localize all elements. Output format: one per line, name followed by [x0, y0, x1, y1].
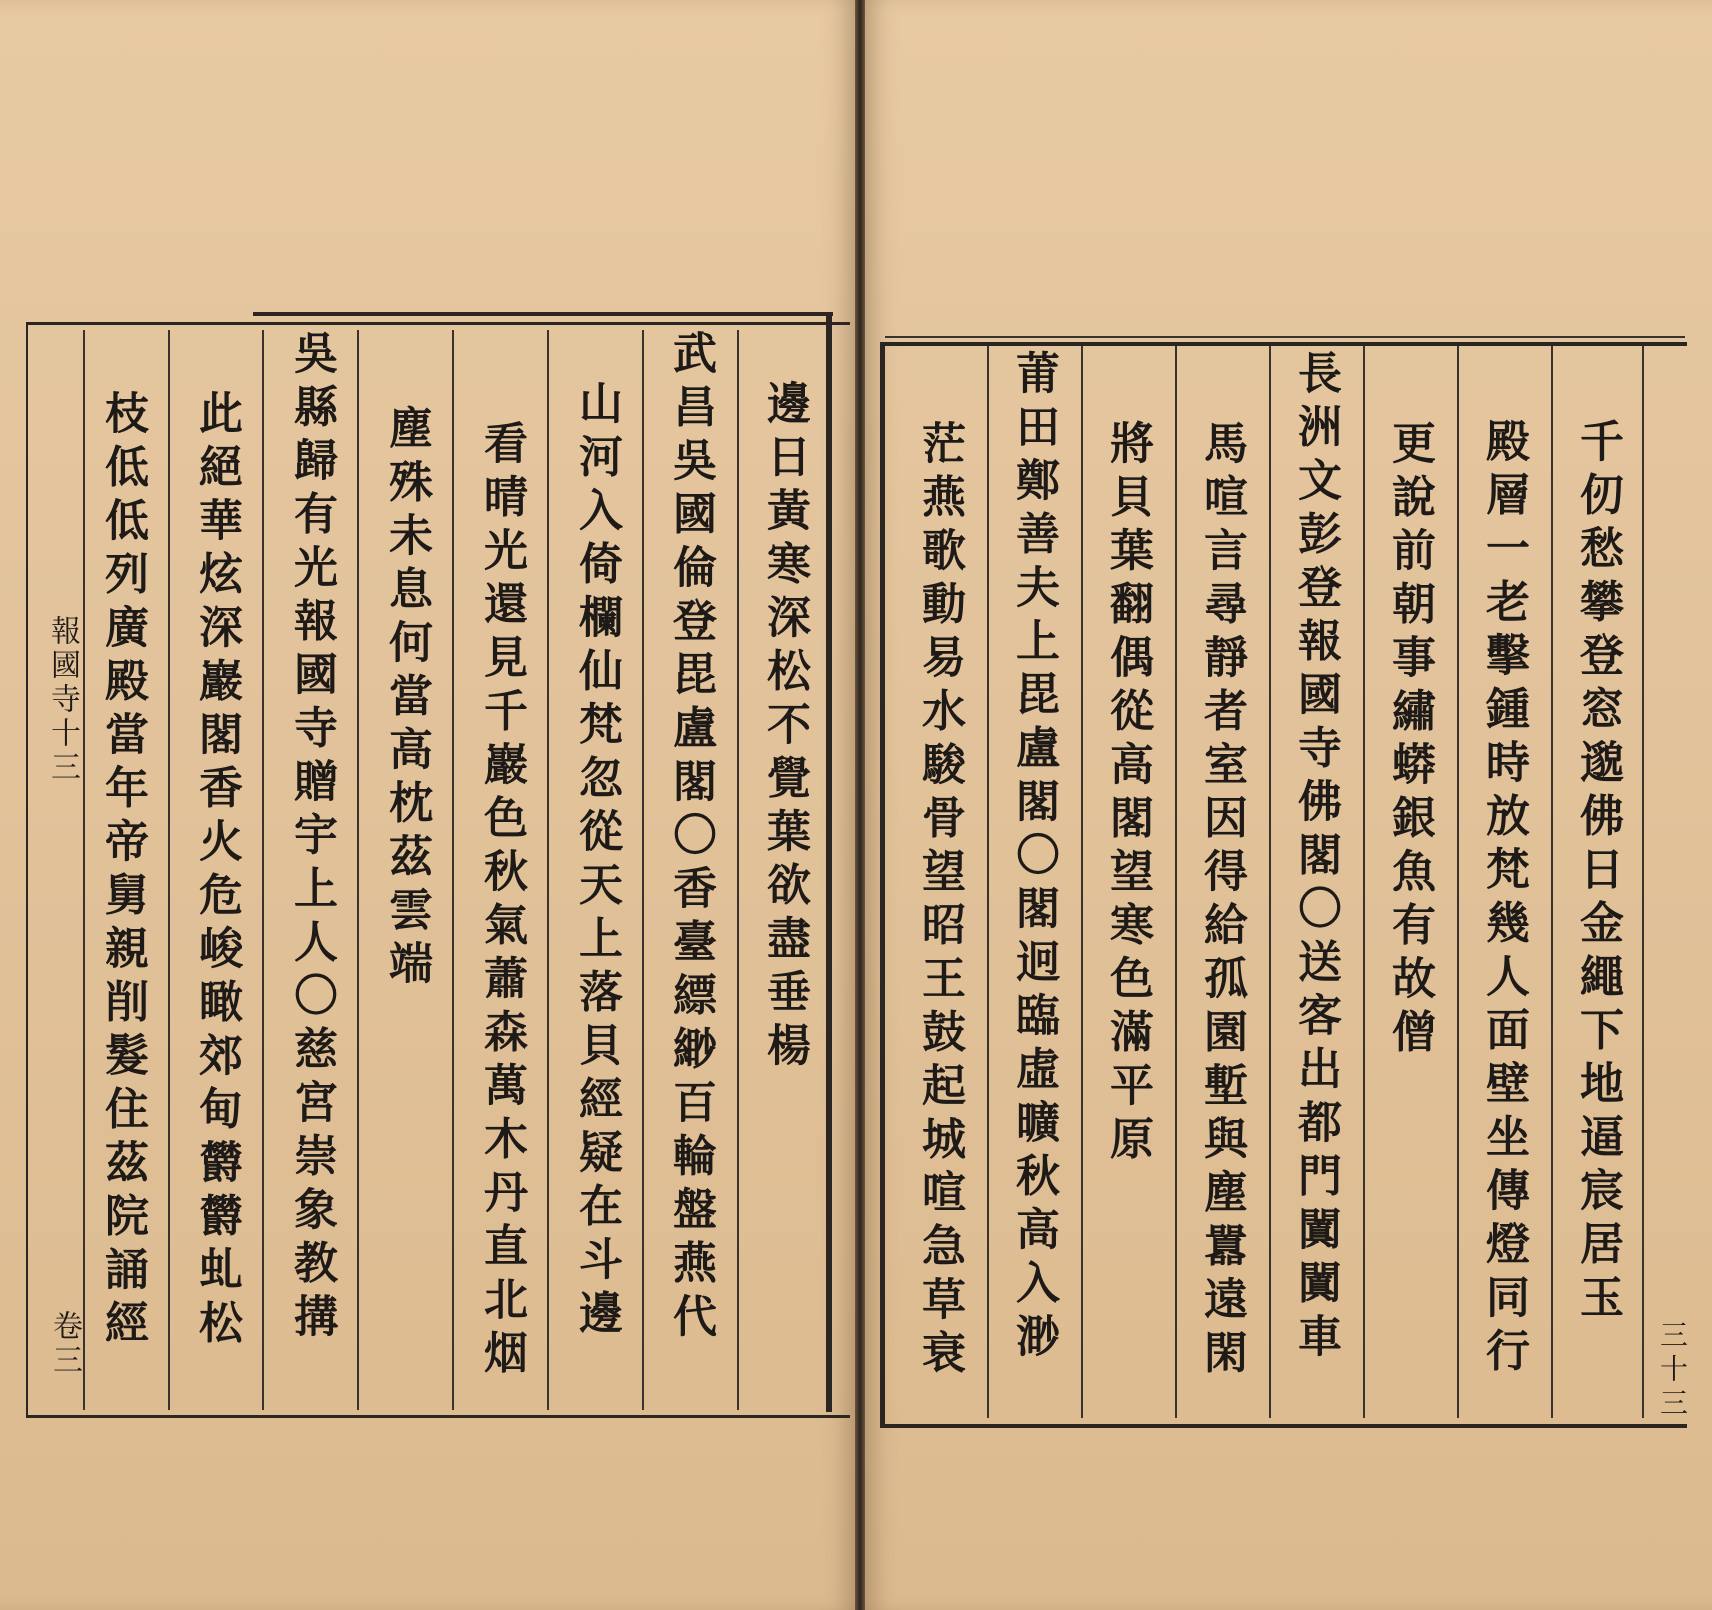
column-rule: [168, 330, 170, 1410]
margin-label-bottom: 卷三: [47, 1310, 82, 1378]
text-column: 馬喧言尋靜者室因得給孤園塹與塵囂遠閑: [1196, 420, 1247, 1383]
column-rule: [452, 330, 454, 1410]
column-rule: [83, 330, 85, 1410]
column-rule: [357, 330, 359, 1410]
folio-number: 三十三: [1656, 1320, 1689, 1422]
margin-label-top: 報國寺十三: [45, 615, 80, 785]
column-rule: [1642, 346, 1644, 1418]
column-rule: [547, 330, 549, 1410]
right-frame-top-rule: [885, 336, 1685, 338]
column-rule: [987, 346, 989, 1418]
column-rule: [1363, 346, 1365, 1418]
column-rule: [1457, 346, 1459, 1418]
left-page-frame: [26, 322, 850, 1418]
text-column: 吳縣歸有光報國寺贈宇上人〇慈宮崇象教搆: [286, 330, 337, 1347]
text-column: 山河入倚欄仙梵忽從天上落貝經疑在斗邊: [571, 380, 622, 1343]
text-column: 此絕華炫深巖閣香火危峻瞰郊甸欝欝虬松: [191, 390, 242, 1353]
column-rule: [262, 330, 264, 1410]
column-rule: [1551, 346, 1553, 1418]
text-column: 茫燕歌動易水駿骨望昭王鼓起城喧急草衰: [914, 420, 965, 1383]
text-column: 莆田鄭善夫上毘盧閣〇閣迥臨虛曠秋高入渺: [1008, 350, 1059, 1367]
text-column: 看晴光還見千巖色秋氣蕭森萬木丹直北烟: [476, 420, 527, 1383]
book-spine: [855, 0, 865, 1610]
text-column: 塵殊未息何當高枕茲雲端: [381, 405, 432, 994]
text-column: 邊日黃寒深松不覺葉欲盡垂楊: [759, 380, 810, 1076]
text-column: 將貝葉翻偶從高閣望寒色滿平原: [1102, 420, 1153, 1169]
column-rule: [1175, 346, 1177, 1418]
column-rule: [642, 330, 644, 1410]
left-frame-right-rule: [826, 314, 832, 1412]
text-column: 長洲文彭登報國寺佛閣〇送客出都門闐闐車: [1290, 350, 1341, 1367]
text-column: 更說前朝事繡蟒銀魚有故僧: [1384, 420, 1435, 1062]
left-frame-top-rule: [253, 312, 833, 316]
right-page-frame: [880, 342, 1687, 1428]
column-rule: [737, 330, 739, 1410]
text-column: 殿層一老擊鍾時放梵幾人面壁坐傳燈同行: [1478, 418, 1529, 1381]
column-rule: [1269, 346, 1271, 1418]
text-column: 千仞愁攀登窓邈佛日金繩下地逼宸居玉: [1572, 418, 1623, 1328]
text-column: 枝低低列廣殿當年帝舅親削髮住茲院誦經: [97, 390, 148, 1353]
text-column: 武昌吳國倫登毘盧閣〇香臺縹緲百輪盤燕代: [665, 330, 716, 1347]
column-rule: [1081, 346, 1083, 1418]
